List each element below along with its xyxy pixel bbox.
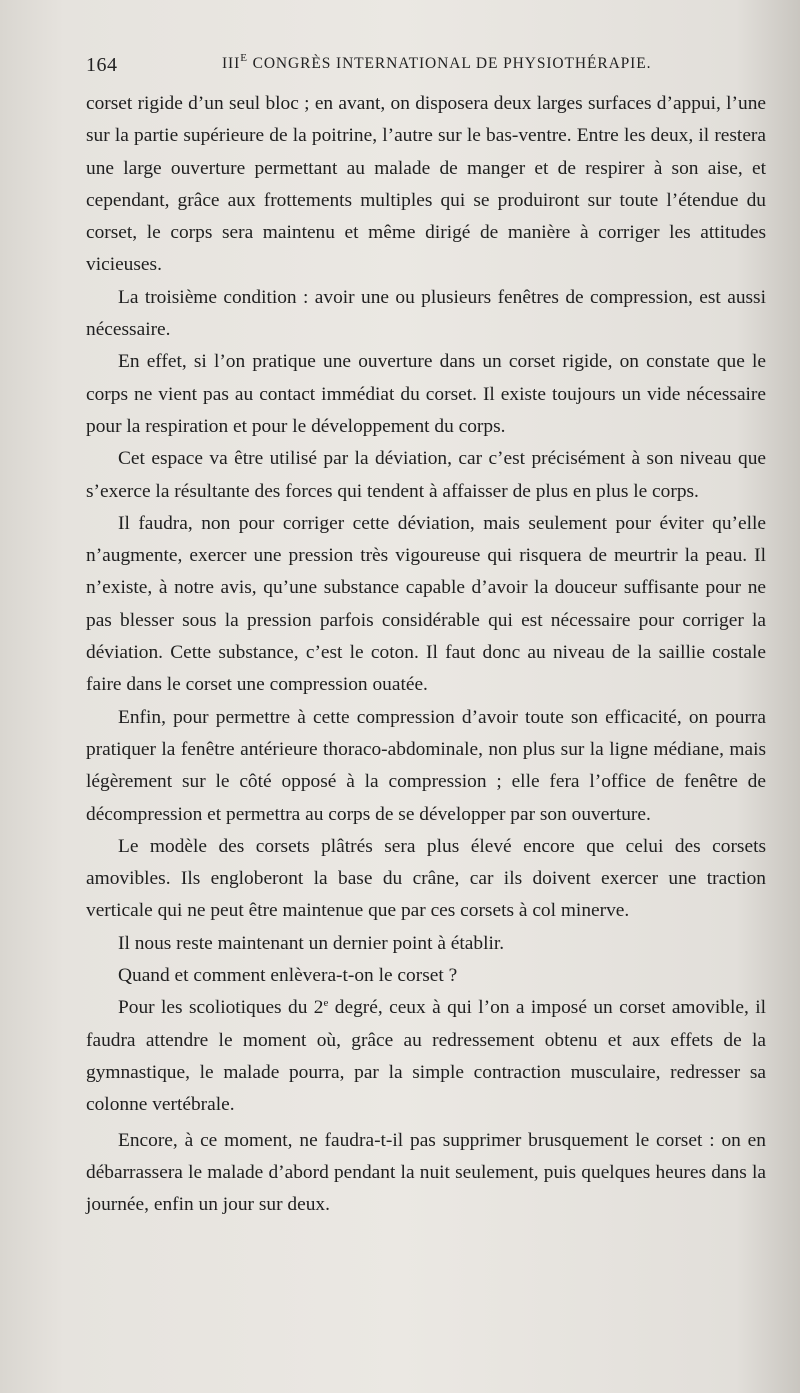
paragraph: Pour les scoliotiques du 2e degré, ceux à qui l’on a imposé un corset amovible, il faudra attendre le moment où, grâce au redressement obtenu et aux effets de la gymnastique, le malade pourra, par la simple contraction musculaire, redresser sa colonne vertébrale. <box>86 997 766 1116</box>
paragraph: corset rigide d’un seul bloc ; en avant, on disposera deux larges surfaces d’appui, l’une sur la partie supérieure de la poitrine, l’autre sur le bas-ventre. Entre les deux, il restera une large ouverture permettant au malade de manger et de respirer à son aise, et cependant, grâce aux frottements multiples qui se produiront sur toute l’étendue du corset, le corps sera maintenu et même dirigé de manière à corriger les attitudes vicieuses. <box>86 93 766 276</box>
body-text <box>86 88 766 1221</box>
paragraph: La troisième condition : avoir une ou plusieurs fenêtres de compression, est aussi nécessaire. <box>86 286 766 341</box>
page-number: 164 <box>86 54 118 76</box>
paragraph: En effet, si l’on pratique une ouverture dans un corset rigide, on constate que le corps ne vient pas au contact immédiat du corset. Il existe toujours un vide nécessaire pour la respiration et pour le développement du corps. <box>86 351 766 437</box>
page-header <box>86 52 766 82</box>
running-title: $III^E$ CONGRÈS INTERNATIONAL DE PHYSIOTHÉRAPIE. <box>222 52 652 72</box>
paragraph: Il faudra, non pour corriger cette déviation, mais seulement pour éviter qu’elle n’augmente, exercer une pression très vigoureuse qui risquera de meurtrir la peau. Il n’existe, à notre avis, qu’une substance capable d’avoir la douceur suffisante pour ne pas blesser sous la pression parfois considérable qui est nécessaire pour corriger la déviation. Cette substance, c’est le coton. Il faut donc au niveau de la saillie costale faire dans le corset une compression ouatée. <box>86 512 766 696</box>
paragraph: Le modèle des corsets plâtrés sera plus élevé encore que celui des corsets amovibles. Ils engloberont la base du crâne, car ils doivent exercer une traction verticale qui ne peut être maintenue que par ces corsets à col minerve. <box>86 835 766 922</box>
paragraph: Enfin, pour permettre à cette compression d’avoir toute son efficacité, on pourra pratiquer la fenêtre antérieure thoraco-abdominale, non plus sur la ligne médiane, mais légèrement sur le côté opposé à la compression ; elle fera l’office de fenêtre de décompression et permettra au corps de se développer par son ouverture. <box>86 706 766 825</box>
paragraph: Quand et comment enlèvera-t-on le corset ? <box>118 965 458 987</box>
paragraph: Il nous reste maintenant un dernier point à établir. <box>118 932 505 954</box>
paragraph: Cet espace va être utilisé par la déviation, car c’est précisément à son niveau que s’exerce la résultante des forces qui tendent à affaisser de plus en plus le corps. <box>86 448 766 502</box>
paragraph: Encore, à ce moment, ne faudra-t-il pas supprimer brusquement le corset : on en débarrassera le malade d’abord pendant la nuit seulement, puis quelques heures dans la journée, enfin un jour sur deux. <box>86 1129 766 1216</box>
